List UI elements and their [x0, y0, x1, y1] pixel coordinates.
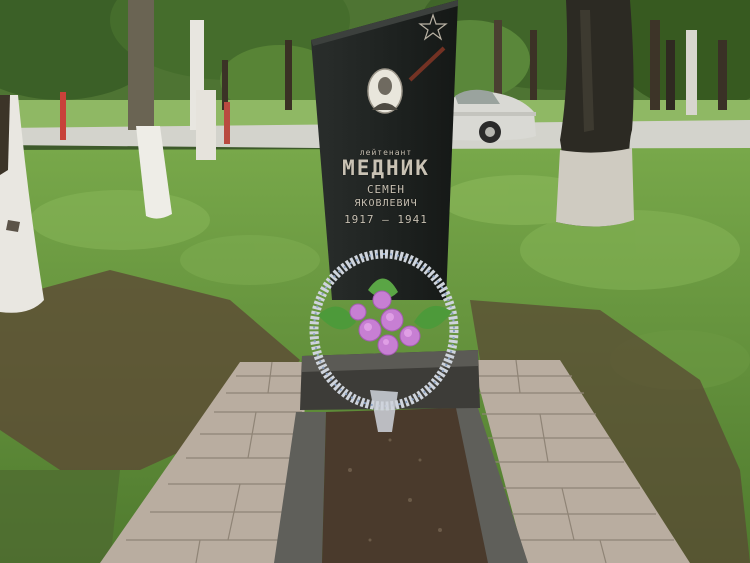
inscription-years: 1917 — 1941	[344, 213, 428, 226]
inscription-caption: лейтенант	[359, 148, 413, 157]
inscription-surname: МЕДНИК	[342, 156, 430, 180]
oak-trunk-right	[556, 0, 634, 227]
inscription-patronymic: ЯКОВЛЕВИЧ	[354, 198, 418, 209]
inscription-first-name: СЕМЕН	[366, 183, 406, 196]
